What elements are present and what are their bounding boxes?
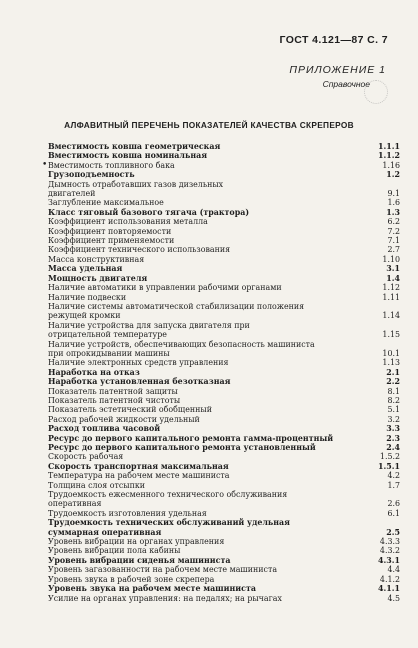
index-entry [48,208,400,217]
entry-text: Наличие автоматики в управлении рабочими органами [48,283,282,293]
entry-text: Уровень загазованности на рабочем месте машиниста [48,565,278,575]
entry-text: суммарная оперативная [48,527,162,537]
index-entry [48,377,400,386]
appendix-reference: Справочное [322,79,370,89]
index-entry [48,293,400,302]
entry-text: Расход рабочей жидкости удельный [48,414,200,424]
index-entry [48,368,400,377]
entry-text: при опрокидывании машины [48,348,170,358]
entry-number: 8.2 [387,395,400,405]
entry-number: 1.6 [387,198,400,208]
entry-text: Уровень звука на рабочем месте машиниста [48,584,256,594]
entry-text: Масса конструктивная [48,254,145,264]
entry-number: 2.7 [387,245,400,255]
entry-number: 1.5.2 [379,452,400,462]
index-entry [48,245,400,254]
index-entry [48,546,400,555]
index-entry [48,396,400,405]
entry-number: 1.10 [382,254,400,264]
entry-text: Заглубление максимальное [48,198,164,208]
entry-number: 6.1 [387,508,400,518]
entry-text: Ресурс до первого капитального ремонта гамма-процентный [48,433,334,443]
entry-number: 4.1.2 [379,574,400,584]
entry-text: двигателей [48,189,96,199]
entry-text: Наработка установленная безотказная [48,377,231,387]
entry-text: Скорость транспортная максимальная [48,461,229,471]
entry-number: 1.7 [387,480,400,490]
appendix-title: ПРИЛОЖЕНИЕ 1 [289,64,386,76]
entry-number: 1.2 [386,170,400,180]
index-entry [48,537,400,546]
entry-number: 3.3 [386,424,400,434]
entry-number: 3.2 [387,414,400,424]
index-entry [48,358,400,367]
entry-number: 2.5 [386,527,400,537]
index-entry [48,443,400,452]
entry-text: Вместимость ковша номинальная [48,151,208,161]
entry-number: 1.13 [382,358,400,368]
entry-text: Усилие на органах управления: на педалях; на рычагах [48,593,282,603]
index-entry [48,340,400,359]
entry-text: Трудоемкость ежесменного технического обслуживания [48,490,288,500]
entry-number: 4.3.3 [379,537,400,547]
entry-number: 2.6 [387,499,400,509]
entry-number: 4.2 [387,471,400,481]
index-entry [48,584,400,593]
entry-number: 10.1 [382,348,400,358]
entry-text: Вместимость ковша геометрическая [48,142,221,151]
entry-text: отрицательной температуре [48,330,167,340]
entry-text: оперативная [48,499,102,509]
entry-text: Грузоподъемность [48,170,135,180]
entry-number: 1.16 [382,160,400,170]
index-entry [48,217,400,226]
entry-number: 1.11 [382,292,400,302]
index-entry [48,236,400,245]
entry-text: Наличие устройства для запуска двигателя при [48,320,250,330]
index-entry [48,415,400,424]
stamp-mark [364,80,388,104]
entry-text: Уровень вибрации сиденья машиниста [48,555,231,565]
entry-number: 4.3.1 [378,555,400,565]
entry-text: Дымность отработавших газов дизельных [48,179,224,189]
entry-text: Показатель патентной защиты [48,386,178,396]
entry-text: Наличие электронных средств управления [48,358,229,368]
index-entry [48,556,400,565]
index-entry [48,490,400,509]
entry-number: 8.1 [387,386,400,396]
entry-text: Показатель эстетический обобщенный [48,405,212,415]
index-entry [48,255,400,264]
index-entry [48,565,400,574]
entry-number: 9.1 [387,189,400,199]
entry-number: 4.4 [387,565,400,575]
entry-number: 3.1 [386,264,400,274]
index-entry [48,594,400,603]
entry-text: Масса удельная [48,264,123,274]
entry-text: Наличие устройств, обеспечивающих безопасность машиниста [48,339,315,349]
index-entry [48,198,400,207]
entry-text: Коэффициент повторяемости [48,226,172,236]
index-entry [42,159,400,170]
entry-number: 1.1.2 [378,151,400,161]
index-entry [48,434,400,443]
entry-number: 4.3.2 [379,546,400,556]
index-entry [48,264,400,273]
entry-number: 1.5.1 [378,461,400,471]
entry-number: 7.1 [387,236,400,246]
index-entry [48,283,400,292]
entry-number: 4.1.1 [378,584,400,594]
index-entry [48,387,400,396]
index-entry [48,170,400,179]
index-entry [48,462,400,471]
index-entry [48,274,400,283]
entry-number: 7.2 [387,226,400,236]
entry-text: Наработка на отказ [48,367,140,377]
entry-text: Скорость рабочая [48,452,124,462]
entry-text: Уровень вибрации на органах управления [48,537,225,547]
index-entry [48,142,400,151]
entry-text: Показатель патентной чистоты [48,395,181,405]
entry-number: 1.12 [382,283,400,293]
entry-number: 1.3 [386,207,400,217]
entry-text: режущей кромки [48,311,121,321]
entry-text: Расход топлива часовой [48,424,161,434]
entry-text: Уровень вибрации пола кабины [48,546,181,556]
entry-text: Температура на рабочем месте машиниста [48,471,230,481]
entry-number: 1.15 [382,330,400,340]
index-entry [48,227,400,236]
entry-text: Толщина слоя отсыпки [48,480,146,490]
entry-text: Коэффициент применяемости [48,236,175,246]
index-entry [48,575,400,584]
page-title: АЛФАВИТНЫЙ ПЕРЕЧЕНЬ ПОКАЗАТЕЛЕЙ КАЧЕСТВА СКРЕПЕРОВ [64,120,354,130]
entry-text: Ресурс до первого капитального ремонта установленный [48,443,316,452]
index-entry [48,321,400,340]
index-entry [48,180,400,199]
index-entry [48,481,400,490]
index-entry [48,424,400,433]
entry-text: Трудоемкость изготовления удельная [48,508,207,518]
entry-text: Мощность двигателя [48,273,148,283]
index-entry [48,509,400,518]
entry-text: Уровень звука в рабочей зоне скрепера [48,574,215,584]
index-entry [48,405,400,414]
index-entry [48,471,400,480]
entry-text: Трудоемкость технических обслуживаний удельная [48,518,290,528]
entry-number: 5.1 [387,405,400,415]
entry-number: 1.14 [382,311,400,321]
entry-text: Вместимость топливного бака [48,160,175,170]
entry-text: Класс тяговый базового тягача (трактора) [48,207,250,217]
entry-number: 6.2 [387,217,400,227]
entry-number: 2.3 [386,433,400,443]
index-entry [48,518,400,537]
index-list [42,142,400,603]
index-entry [48,302,400,321]
entry-text: Коэффициент использования металла [48,217,208,227]
entry-number: 2.2 [386,377,400,387]
index-entry [48,452,400,461]
standard-header: ГОСТ 4.121—87 С. 7 [279,34,388,46]
entry-number: 2.4 [386,443,400,452]
entry-text: Наличие системы автоматической стабилизации положения [48,301,305,311]
entry-number: 1.1.1 [378,142,400,151]
entry-text: Наличие подвески [48,292,127,302]
entry-number: 2.1 [386,367,400,377]
bullet-mark: • [42,159,48,170]
entry-number: 4.5 [387,593,400,603]
entry-text: Коэффициент технического использования [48,245,231,255]
entry-number: 1.4 [386,273,400,283]
index-entry [48,151,400,160]
